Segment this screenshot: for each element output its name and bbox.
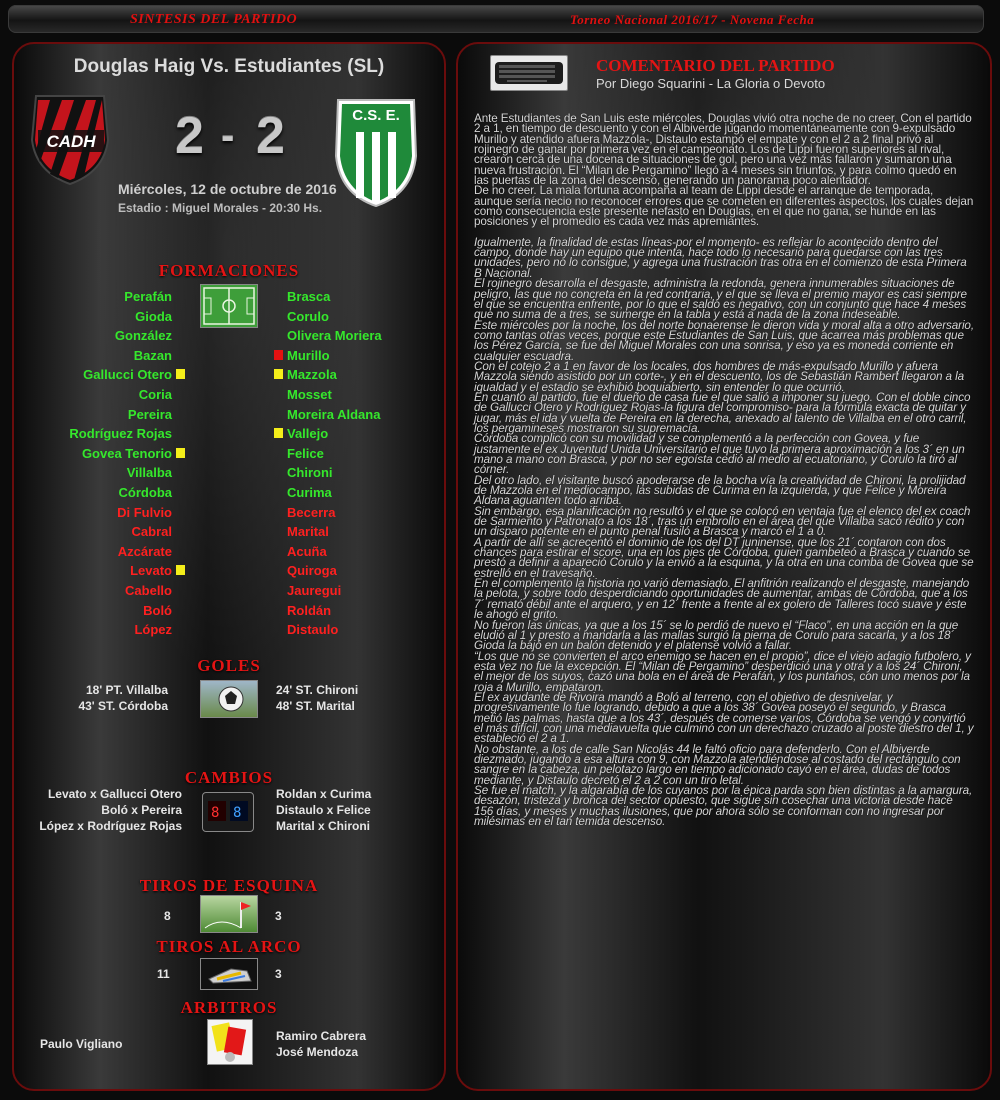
- home-player: Cabello: [125, 583, 172, 598]
- away-corners: 3: [275, 909, 282, 923]
- home-shots: 11: [157, 967, 170, 981]
- home-goals: [78, 682, 168, 714]
- away-player: Murillo: [287, 347, 330, 363]
- main-referee: Paulo Vigliano: [40, 1037, 123, 1051]
- corners-title: TIROS DE ESQUINA: [139, 876, 319, 895]
- commentary-paragraph: El rojinegro desarrolla el desgaste, administra la redonda, genera innumerables situaciones de peligro, las que no concreta en la red contraria, y el que se lleva el premio mayor es casi siempre el que se encuentra enfrente, por lo que el saldo es negativo, con un conjunto que hace 4 meses que no suma de a tres, se sumerge en la tabla y está a nada de la zona indeseable.: [474, 277, 967, 322]
- formaciones-title: FORMACIONES: [158, 261, 300, 280]
- away-player: Jauregui: [287, 583, 342, 598]
- assistant-referee: Ramiro Cabrera: [276, 1029, 367, 1043]
- cambios-title: CAMBIOS: [184, 768, 274, 787]
- commentary-paragraph: A partir de allí se acrecentó el dominio de los del DT juninense, que los 21´ contaron con dos chances para estirar el score, una en los pies de Córdoba, quien gambeteó a Brasca y cuando se prestó a definir a apareció Corulo y la envió a la esquina, y la otra en una comba de Govea que se estrelló en el travesaño.: [474, 535, 974, 580]
- home-player: Pereira: [127, 406, 172, 422]
- commentary-paragraph: Este miércoles por la noche, los del norte bonaerense le dieron vida y moral alta a otro adversario, como tantas otras veces, porque este Estudiantes de San Luis, que acarrea más problemas que los Pérez García, se fue del Miguel Morales con una sonrisa, y eso ya es moneda corriente en cualquier escuadra.: [474, 318, 974, 363]
- commentary-paragraph: Sin embargo, esa planificación no resultó y el que se colocó en ventaja fue el elenco del ex coach de Sarmiento y Patronato a los 18´, tras un embrollo en el área del que Villalba sacó rédito y con un disparo potente en el punto penal fusiló a Brasca y marcó el 1 a 0.: [474, 504, 971, 539]
- home-player: Coria: [138, 387, 172, 402]
- commentary-panel: [456, 42, 992, 1091]
- home-player: Córdoba: [118, 485, 172, 500]
- home-player: Rodríguez Rojas: [69, 426, 172, 442]
- away-sub-item: Marital x Chironi: [276, 819, 371, 833]
- away-player: Chironi: [287, 465, 333, 481]
- away-player: Mosset: [287, 387, 332, 402]
- header-banner: [8, 5, 984, 33]
- commentary-paragraph: “Los que no se convierten el arco enemigo se hacen en el propio”, dice el viejo adagio futbolero, y esta vez no fue la excepción. El “Milan de Pergamino” desperdició una y otra y a los 24´ Chironi, el mejor de los suyos, cazó una bola en el área de Perafán, y los puntanos, con uno menos por la roja a Murillo, empataron.: [474, 649, 971, 694]
- home-sub-item: López x Rodríguez Rojas: [39, 819, 182, 833]
- commentary-paragraph: Córdoba complicó con su movilidad y se complementó a la perfección con Govea, y fue justamente el ex Juventud Unida Universitario el que tuvo la primera aproximación a los 3´ en un mano a mano con Brasca, y por no ser egoísta cedió al medio al ecuatoriano, y Corulo la tiró al córner.: [474, 432, 965, 477]
- home-player: López: [134, 622, 172, 638]
- assistant-referees: [276, 1028, 366, 1060]
- away-goal-item: 24' ST. Chironi: [276, 683, 359, 697]
- away-player: Becerra: [287, 504, 336, 520]
- home-substitutions: [39, 786, 182, 834]
- away-player: Quiroga: [287, 563, 337, 579]
- match-stadium: Estadio : Miguel Morales - 20:30 Hs.: [118, 201, 323, 215]
- home-player: Gallucci Otero: [83, 367, 172, 383]
- away-player: Olivera Moriera: [287, 328, 382, 344]
- boot-icon: [200, 958, 258, 990]
- home-player: Gioda: [135, 308, 172, 324]
- away-goal-item: 48' ST. Marital: [276, 699, 355, 713]
- referee-cards-icon: [207, 1019, 253, 1065]
- commentary-author: Por Diego Squarini - La Gloria o Devoto: [596, 76, 826, 91]
- home-corners: 8: [164, 909, 171, 923]
- home-badge-text: CADH: [46, 132, 96, 151]
- commentary-paragraph: En el complemento la historia no varió demasiado. El anfitrión realizando el desgaste, manejando la pelota, y sobre todo desperdiciando oportunidades de aumentar, ambas de Córdoba, que a los 7´ remató débil ante el arquero, y en 12´ frente a frente al ex golero de Talleres tocó suave y éste le ahogó el grito.: [474, 577, 970, 622]
- commentary-paragraph: Igualmente, la finalidad de estas líneas-por el momento- es reflejar lo acontecido dentro del campo, donde hay un equipo que intenta, hace todo lo necesario para quedarse con las tres unidades, pero no lo consigue, y agrega una frustración tras otra en el comienzo de esta Primera B Nacional.: [474, 235, 967, 280]
- match-title: Douglas Haig Vs. Estudiantes (SL): [73, 56, 385, 77]
- home-player: Levato: [130, 563, 172, 579]
- yellow-card-icon: [274, 369, 283, 379]
- home-player: Perafán: [124, 289, 172, 304]
- away-substitutions: [276, 786, 371, 834]
- red-card-icon: [274, 350, 283, 360]
- commentary-paragraph: De no creer. La mala fortuna acompaña al team de Lippi desde el arranque de temporada, aunque sería necio no reconocer errores que se cometen en diferentes aspectos, los cuales dejan como consecuencia este presente nefasto en Douglas, en el que no gana, se hunde en las posiciones y el promedio es cada vez más apremiantes.: [474, 184, 974, 229]
- away-player: Roldán: [287, 602, 332, 618]
- away-sub-item: Distaulo x Felice: [276, 803, 371, 817]
- keyboard-icon: [490, 55, 568, 91]
- away-player: Corulo: [287, 308, 329, 324]
- commentary-paragraph: Con el cotejo 2 a 1 en favor de los locales, dos hombres de más-expulsado Murillo y afuera Mazzola siendo asistido por un corte-, y en el descuento, los de Sebastián Rambert llegaron a la igualdad y el estadio se exhibió boquiabierto, sin entender lo que ocurrió.: [474, 359, 965, 394]
- corner-flag-icon: [200, 895, 258, 933]
- commentary-paragraph: En cuanto al partido, fue el dueño de casa fue el que salió a imponer su juego. Con el doble cinco de Gallucci Otero y Rodríguez Rojas-la figura del compromiso- para la fórmula exacta de quitar y jugar, más el ida y vuelta de Pereira en la derecha, anexado al talento de Villalba en el otro carril, los pergamineses mostraron su supremacía.: [474, 390, 971, 435]
- away-player: Felice: [287, 445, 324, 461]
- commentary-paragraph: Ante Estudiantes de San Luis este miércoles, Douglas vivió otra noche de no creer. Con el partido 2 a 1, en tiempo de descuento y con el Albiverde jugando momentáneamente con 9-expulsado Murillo y atendido afuera Mazzola-, Distaulo estampó el empate y con el 2 a 2 final privó al rojinegro de ganar por primera vez en el campeonato. Los de Lippi fueron superiores al rival, crearon cerca de una docena de situaciones de gol, pero una vez más fallaron y sumaron una nueva frustración. El “Milan de Pergamino” llegó a 4 meses sin triunfos, y para colmo quedó en las puertas de la zona del descenso, generando un panorama poco alentador.: [474, 112, 972, 188]
- arbitros-title: ARBITROS: [180, 998, 278, 1017]
- away-player: Brasca: [287, 289, 331, 304]
- home-player: Boló: [143, 602, 172, 618]
- match-summary-panel: [12, 42, 446, 1091]
- away-sub-item: Roldan x Curima: [276, 787, 372, 801]
- commentary-paragraph: Se fue el match, y la algarabía de los cuyanos por la épica parda son bien distintas a la amargura, desazón, tristeza y bronca del sector opuesto, que sigue sin cosechar una victoria desde hace 156 días, y meses y muchas ilusiones, que por ahora sólo se conforman con no ingresar por milésimas en el tan temida descenso.: [474, 784, 973, 829]
- svg-text:8: 8: [211, 805, 220, 821]
- home-goal-item: 18' PT. Villalba: [85, 683, 168, 697]
- away-player: Distaulo: [287, 622, 339, 638]
- home-goal-item: 43' ST. Córdoba: [78, 699, 168, 713]
- away-badge-text: C.S. E.: [352, 107, 400, 124]
- assistant-referee: José Mendoza: [276, 1045, 359, 1059]
- away-goals: [276, 682, 358, 714]
- away-shots: 3: [275, 967, 282, 981]
- away-player: Acuña: [287, 543, 327, 559]
- away-player: Marital: [287, 524, 329, 540]
- commentary-title: COMENTARIO DEL PARTIDO: [596, 56, 835, 75]
- commentary-paragraph: Del otro lado, el visitante buscó apoderarse de la bocha vía la creatividad de Chironi, la prolijidad de Mazzola en el mediocampo, las subidas de Curima en la izquierda, y que Felice y Moreira Aldana aguanten todo arriba.: [474, 473, 966, 508]
- away-score: 2: [256, 107, 287, 165]
- away-player: Mazzola: [287, 367, 337, 383]
- commentary-paragraph: El ex ayudante de Rivoira mandó a Boló al terreno, con el objetivo de desnivelar, y progresivamente lo fue logrando, debido a que a los 38´ Govea poseyó el segundo, y Brasca metió las palmas, hasta que a los 43´, después de comerse varios, Córdoba se vengó y convirtió el más difícil, con una mediavuelta que culminó con un derechazo cruzado al poste diestro del 1, y estableció el 2 a 1.: [474, 690, 974, 746]
- commentary-paragraph: No fueron las únicas, ya que a los 15´ se lo perdió de nuevo el “Flaco”, en una acción en la que eludió al 1 y presto a mandarla a las mallas surgió la pierna de Corulo para sacarla, y a los 18´ Gioda la bajó en un balón detenido y el platense volvió a fallar.: [474, 618, 959, 653]
- yellow-card-icon: [274, 428, 283, 438]
- home-sub-item: Levato x Gallucci Otero: [47, 787, 182, 801]
- home-player: Di Fulvio: [117, 504, 172, 520]
- home-player: Azcárate: [117, 543, 172, 559]
- match-date: Miércoles, 12 de octubre de 2016: [118, 181, 337, 197]
- banner-right-title: Torneo Nacional 2016/17 - Novena Fecha: [570, 12, 815, 27]
- home-player: Cabral: [131, 524, 172, 540]
- home-player: Bazan: [133, 347, 172, 363]
- away-player: Moreira Aldana: [287, 406, 381, 422]
- score-separator: -: [221, 114, 237, 158]
- banner-left-title: SINTESIS DEL PARTIDO: [130, 12, 298, 27]
- home-score: 2: [175, 107, 206, 165]
- away-lineup: [14, 287, 444, 647]
- commentary-text: [474, 114, 974, 827]
- substitution-board-icon: [202, 792, 254, 832]
- home-player: Villalba: [126, 465, 172, 481]
- away-player: Vallejo: [287, 426, 329, 442]
- away-player: Curima: [287, 485, 332, 500]
- goles-title: GOLES: [197, 656, 261, 675]
- soccer-ball-icon: [200, 680, 258, 718]
- home-player: González: [114, 328, 172, 344]
- svg-text:8: 8: [233, 805, 242, 821]
- home-sub-item: Boló x Pereira: [101, 803, 182, 817]
- commentary-paragraph: No obstante, a los de calle San Nicolás 44 le faltó oficio para defenderlo. Con el Albiverde diezmado, jugando a esa altura con 9, con Mazzola atendiéndose al costado del rectángulo con sangre en la cabeza, un pelotazo largo en tiempo adicionado cayó en el área, dudas de todos mediante, y Distaulo decretó el 2 a 2 con un tiro letal.: [474, 742, 961, 787]
- shots-title: TIROS AL ARCO: [156, 937, 302, 956]
- home-player: Govea Tenorio: [81, 445, 172, 461]
